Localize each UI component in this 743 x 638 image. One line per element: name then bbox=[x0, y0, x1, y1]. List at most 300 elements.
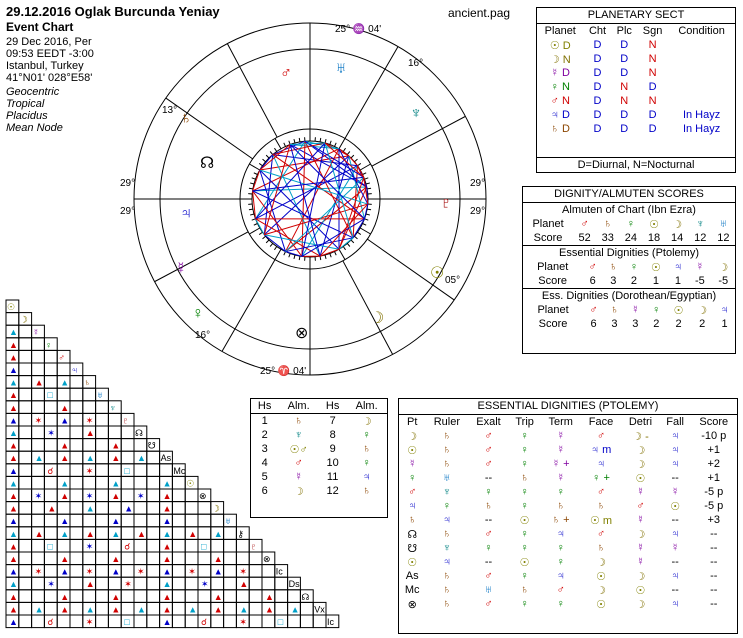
aspect-cell bbox=[211, 514, 224, 527]
aspect-cell bbox=[224, 539, 237, 552]
aspect-mark: ▲ bbox=[60, 377, 70, 388]
aspect-mark: ▲ bbox=[60, 415, 70, 426]
sect-cell-cond bbox=[668, 94, 735, 108]
degree-tick bbox=[270, 243, 273, 246]
ess-ptolemy-title: Essential Dignities (Ptolemy) bbox=[523, 245, 735, 260]
score-planet: ☿ bbox=[695, 261, 705, 273]
ed-cell: ☉ bbox=[670, 500, 681, 513]
dsc-degree-b: 29° bbox=[470, 206, 486, 217]
aspect-cell bbox=[172, 602, 185, 615]
ed-cell: -- bbox=[484, 514, 493, 526]
ed-cell: ☿ + bbox=[551, 458, 570, 470]
aspect-cell bbox=[300, 615, 313, 628]
aspect-mark: ▲ bbox=[60, 440, 70, 451]
ed-cell: +1 bbox=[707, 444, 721, 456]
degree-tick bbox=[330, 254, 331, 258]
ed-cell: ♀ bbox=[556, 542, 565, 554]
score-value: 1 bbox=[674, 275, 682, 287]
chart-node-type: Mean Node bbox=[6, 122, 63, 134]
ed-cell: ♅ bbox=[484, 584, 493, 596]
ed-cell: ♄ bbox=[556, 500, 565, 512]
aspect-cell bbox=[70, 527, 83, 540]
ed-cell: ☿ bbox=[556, 444, 565, 456]
ed-cell: ♂ bbox=[484, 458, 493, 470]
ed-cell: ♄ bbox=[408, 514, 417, 526]
aspect-cell bbox=[32, 615, 45, 628]
degree-tick bbox=[358, 232, 361, 234]
ed-cell: ☽ bbox=[596, 584, 606, 597]
aspect-mark: ▲ bbox=[9, 541, 18, 552]
aspect-mark: ▲ bbox=[34, 453, 44, 464]
aspect-row-glyph: Mc bbox=[173, 465, 186, 476]
aspect-cell bbox=[134, 514, 147, 527]
aspect-cell bbox=[96, 577, 109, 590]
ed-cell: ♃ bbox=[596, 458, 606, 470]
aspect-cell bbox=[147, 489, 160, 502]
ed-cell: ☽ bbox=[407, 430, 418, 443]
sect-cell-cond bbox=[668, 66, 735, 80]
aspect-cell bbox=[19, 552, 32, 565]
degree-tick bbox=[320, 138, 321, 142]
chart-house-system: Placidus bbox=[6, 110, 48, 122]
aspect-mark: ▲ bbox=[111, 554, 121, 564]
aspect-cell bbox=[96, 602, 109, 615]
aspect-cell bbox=[198, 502, 211, 515]
aspect-mark: ▲ bbox=[265, 604, 274, 615]
aspect-cell bbox=[147, 577, 160, 590]
ed-cell: ♃ bbox=[556, 570, 565, 582]
sect-cell-plc: D bbox=[620, 39, 629, 51]
house-almuten: ♆ bbox=[294, 429, 303, 441]
aspect-cell bbox=[147, 514, 160, 527]
score-value: 6 bbox=[590, 318, 597, 330]
aspect-cell bbox=[44, 476, 57, 489]
aspect-cell bbox=[44, 413, 57, 426]
degree-tick bbox=[347, 243, 350, 246]
aspect-mark: ✶ bbox=[85, 566, 94, 577]
aspect-cell bbox=[224, 615, 237, 628]
ed-header: Exalt bbox=[476, 416, 501, 428]
ed-cell: ♂ bbox=[484, 430, 493, 442]
score-row-planet-label: Planet bbox=[537, 304, 569, 316]
degree-tick bbox=[360, 164, 370, 170]
sect-cell-cond: In Hayz bbox=[682, 109, 721, 121]
aspect-mark: ▲ bbox=[9, 503, 18, 514]
ed-cell: ☉ m bbox=[589, 514, 613, 527]
aspect-mark: ✶ bbox=[85, 465, 94, 476]
degree-tick bbox=[351, 240, 354, 243]
ed-cell: ♀ bbox=[520, 528, 529, 540]
aspect-cell bbox=[185, 514, 198, 527]
aspect-mark: ✶ bbox=[85, 541, 94, 552]
sect-cell-p: ♄ D bbox=[550, 123, 570, 135]
aspect-cell bbox=[198, 565, 211, 578]
degree-tick bbox=[263, 236, 266, 239]
aspect-mark: ▲ bbox=[85, 604, 95, 615]
aspect-cell bbox=[96, 552, 109, 565]
aspect-cell bbox=[32, 514, 45, 527]
aspect-mark: ▲ bbox=[9, 390, 18, 401]
aspect-mark: ▲ bbox=[162, 491, 172, 501]
chart-time: 09:53 EEDT -3:00 bbox=[6, 48, 94, 60]
aspect-cell bbox=[121, 552, 134, 565]
ed-cell: ☽ bbox=[635, 458, 646, 471]
ed-cell: ♀ bbox=[556, 486, 565, 498]
aspect-mark: ▲ bbox=[213, 528, 223, 539]
aspect-mark: ▲ bbox=[9, 352, 18, 363]
ed-cell: ☿ bbox=[556, 430, 565, 442]
aspect-cell bbox=[224, 590, 237, 603]
aspect-cell bbox=[19, 502, 32, 515]
ed-cell: ♀ bbox=[520, 486, 529, 498]
aspect-cell bbox=[172, 514, 185, 527]
aspect-cell bbox=[224, 552, 237, 565]
aspect-cell bbox=[70, 476, 83, 489]
degree-tick bbox=[270, 152, 273, 155]
score-planet: ♄ bbox=[603, 218, 612, 230]
score-value: 33 bbox=[601, 232, 614, 244]
ed-cell: ♃ bbox=[442, 556, 452, 568]
aspect-line bbox=[285, 238, 353, 252]
aspect-cell bbox=[19, 451, 32, 464]
house-number: 3 bbox=[261, 443, 268, 455]
ed-cell: ♀ bbox=[520, 570, 529, 582]
ed-cell: ♂ bbox=[596, 430, 606, 442]
ed-header: Term bbox=[548, 416, 573, 428]
house-almuten: ♀ bbox=[362, 429, 371, 441]
ed-cell: As bbox=[405, 570, 419, 582]
sect-h-cht: Cht bbox=[588, 25, 607, 37]
aspect-cell bbox=[96, 476, 109, 489]
ic-degree: 25° ♈ 04' bbox=[260, 366, 307, 377]
aspect-mark: ▲ bbox=[213, 591, 223, 602]
score-value: 1 bbox=[721, 318, 728, 330]
ed-cell: ♀ bbox=[442, 500, 452, 512]
aspect-cell bbox=[19, 590, 32, 603]
aspect-mark: ▲ bbox=[60, 402, 70, 413]
aspect-cell bbox=[211, 615, 224, 628]
aspect-mark: ▲ bbox=[60, 516, 70, 527]
aspect-cell bbox=[96, 615, 109, 628]
ed-cell: ♂ bbox=[636, 500, 645, 512]
house-number: 8 bbox=[329, 429, 336, 441]
planetary-sect-box bbox=[536, 7, 736, 173]
aspect-mark: □ bbox=[124, 617, 130, 627]
planet-glyph: ♅ bbox=[335, 60, 347, 77]
aspect-cell bbox=[19, 439, 32, 452]
ed-cell: -- bbox=[710, 542, 718, 554]
aspect-cell bbox=[147, 539, 160, 552]
aspect-cell bbox=[44, 552, 57, 565]
ed-cell: ♀ bbox=[520, 500, 529, 512]
aspect-mark: ▲ bbox=[111, 440, 121, 451]
score-planet: ♀ bbox=[652, 304, 661, 316]
aspect-cell bbox=[57, 388, 70, 401]
ed-cell: ♄ bbox=[596, 500, 606, 512]
aspect-row-glyph: ♅ bbox=[224, 516, 232, 527]
sect-cell-plc: D bbox=[620, 67, 629, 79]
degree-tick bbox=[347, 152, 350, 155]
aspect-cell bbox=[108, 426, 121, 439]
degree-tick bbox=[354, 236, 357, 239]
ed-cell: -5 p bbox=[704, 486, 724, 498]
ed-cell: ☽ - bbox=[632, 430, 649, 443]
cusp6-degree: 05° bbox=[445, 275, 461, 286]
aspect-cell bbox=[19, 514, 32, 527]
planet-glyph: ☽ bbox=[370, 310, 385, 327]
aspect-cell bbox=[70, 401, 83, 414]
asc-degree-b: 29° bbox=[120, 206, 136, 217]
aspect-cell bbox=[83, 514, 96, 527]
house-number: 10 bbox=[326, 457, 339, 469]
aspect-cell bbox=[121, 590, 134, 603]
ed-cell: ☊ bbox=[407, 528, 418, 541]
aspect-cell bbox=[288, 615, 301, 628]
ed-cell: -- bbox=[671, 584, 679, 596]
aspect-cell bbox=[83, 476, 96, 489]
ed-cell: ☉ bbox=[635, 472, 646, 485]
score-value: 14 bbox=[671, 232, 684, 244]
aspect-cell bbox=[32, 426, 45, 439]
ed-cell: ♃ bbox=[671, 430, 680, 442]
aspect-cell bbox=[83, 388, 96, 401]
aspect-cell bbox=[96, 565, 109, 578]
score-planet: ☿ bbox=[631, 304, 640, 316]
aspect-cell bbox=[32, 590, 45, 603]
aspect-mark: ▲ bbox=[162, 541, 172, 552]
aspect-mark: ▲ bbox=[9, 566, 18, 577]
aspect-cell bbox=[147, 615, 160, 628]
aspect-cell bbox=[172, 476, 185, 489]
aspect-cell bbox=[108, 502, 121, 515]
aspect-cell bbox=[147, 527, 160, 540]
aspect-cell bbox=[185, 489, 198, 502]
sect-cell-cht: D bbox=[593, 53, 602, 65]
ed-cell: ♂ bbox=[596, 528, 606, 540]
aspect-mark: ▲ bbox=[9, 453, 18, 464]
degree-tick bbox=[249, 209, 253, 210]
score-value: 2 bbox=[699, 318, 706, 330]
ed-cell: ⊗ bbox=[407, 598, 417, 611]
aspect-cell bbox=[134, 577, 147, 590]
ed-cell: ♄ bbox=[442, 584, 452, 596]
aspect-mark: ▲ bbox=[162, 566, 172, 577]
aspect-cell bbox=[96, 514, 109, 527]
degree-tick bbox=[289, 254, 290, 258]
aspect-row-glyph: ♀ bbox=[45, 339, 53, 350]
aspect-cell bbox=[70, 451, 83, 464]
cusp5-degree: 16° bbox=[195, 330, 211, 341]
ed-cell: -- bbox=[671, 556, 679, 568]
aspect-row-glyph: ☉ bbox=[186, 478, 195, 489]
aspect-cell bbox=[172, 615, 185, 628]
aspect-mark: ▲ bbox=[60, 604, 70, 615]
aspect-cell bbox=[121, 489, 134, 502]
ed-cell: Mc bbox=[404, 584, 420, 596]
aspect-mark: □ bbox=[124, 465, 130, 476]
aspect-mark: ☌ bbox=[201, 617, 208, 627]
score-planet: ♂ bbox=[588, 261, 597, 273]
aspect-cell bbox=[172, 527, 185, 540]
aspect-cell bbox=[96, 527, 109, 540]
ed-cell: +2 bbox=[707, 458, 721, 470]
degree-tick bbox=[274, 148, 276, 151]
ed-cell: ♄ bbox=[596, 542, 606, 554]
score-value: 12 bbox=[717, 232, 730, 244]
aspect-cell bbox=[44, 527, 57, 540]
degree-tick bbox=[274, 247, 276, 250]
house-cusp-line bbox=[166, 98, 253, 159]
aspect-cell bbox=[275, 577, 288, 590]
aspect-cell bbox=[96, 426, 109, 439]
aspect-row-glyph: ☽ bbox=[19, 314, 28, 325]
aspect-cell bbox=[134, 552, 147, 565]
aspect-mark: ▲ bbox=[60, 453, 70, 464]
sect-cell-cht: D bbox=[593, 109, 602, 121]
degree-tick bbox=[249, 164, 259, 170]
ed-cell: ☽ bbox=[596, 556, 606, 569]
aspect-cell bbox=[96, 502, 109, 515]
chart-subtitle: Event Chart bbox=[6, 20, 74, 34]
ed-cell: ☽ bbox=[635, 598, 646, 611]
aspect-cell bbox=[96, 489, 109, 502]
aspect-cell bbox=[134, 502, 147, 515]
house-almuten: ♂ bbox=[294, 457, 303, 469]
ed-header: Fall bbox=[666, 416, 684, 428]
sect-row bbox=[537, 38, 735, 52]
ed-cell: ♃ bbox=[671, 598, 680, 610]
score-planet: ☉ bbox=[649, 218, 659, 231]
house-almuten: ☿ bbox=[294, 471, 303, 483]
degree-tick bbox=[284, 143, 286, 147]
aspect-mark: ▲ bbox=[188, 604, 198, 615]
aspect-cell bbox=[300, 602, 313, 615]
aspect-cell bbox=[83, 590, 96, 603]
sect-cell-sgn: D bbox=[648, 109, 657, 121]
aspect-mark: ✶ bbox=[47, 579, 55, 590]
degree-tick bbox=[250, 183, 254, 184]
degree-tick bbox=[325, 139, 326, 143]
degree-tick bbox=[299, 256, 300, 260]
aspect-mark: ✶ bbox=[85, 415, 94, 426]
aspect-cell bbox=[32, 552, 45, 565]
aspect-cell bbox=[57, 464, 70, 477]
aspect-mark: ▲ bbox=[213, 604, 223, 615]
ed-cell: +1 bbox=[707, 472, 721, 484]
degree-tick bbox=[367, 188, 371, 189]
aspect-mark: ▲ bbox=[137, 604, 146, 615]
house-cusp-line bbox=[372, 116, 466, 166]
degree-tick bbox=[366, 183, 370, 184]
aspect-cell bbox=[19, 602, 32, 615]
aspect-mark: ▲ bbox=[9, 327, 18, 338]
aspect-cell bbox=[57, 539, 70, 552]
planet-glyph: ☊ bbox=[200, 155, 215, 172]
sect-cell-cond: In Hayz bbox=[682, 123, 721, 135]
aspect-cell bbox=[134, 439, 147, 452]
aspect-cell bbox=[224, 565, 237, 578]
aspect-cell bbox=[32, 350, 45, 363]
aspect-cell bbox=[275, 602, 288, 615]
aspect-cell bbox=[6, 313, 19, 326]
score-value: 3 bbox=[610, 275, 617, 287]
degree-tick bbox=[249, 228, 259, 234]
aspect-mark: ▲ bbox=[47, 503, 57, 514]
aspect-cell bbox=[70, 565, 83, 578]
aspect-cell bbox=[70, 376, 83, 389]
aspect-row-glyph: Ic bbox=[275, 566, 283, 577]
aspect-cell bbox=[147, 590, 160, 603]
ed-cell: -- bbox=[710, 570, 718, 582]
ed-cell: ♀ bbox=[408, 472, 417, 484]
essential-dignities-title: ESSENTIAL DIGNITIES (PTOLEMY) bbox=[399, 399, 737, 415]
degree-tick bbox=[294, 139, 295, 143]
aspect-cell bbox=[19, 539, 32, 552]
house-cusp-line bbox=[155, 232, 249, 282]
aspect-mark: ▲ bbox=[60, 528, 70, 539]
degree-tick bbox=[275, 138, 281, 148]
degree-tick bbox=[363, 224, 367, 226]
aspect-mark: □ bbox=[47, 390, 53, 401]
ed-cell: ♀ bbox=[520, 444, 529, 456]
sect-cell-p: ☽ N bbox=[549, 53, 571, 66]
degree-tick bbox=[259, 232, 262, 234]
score-row-score-label: Score bbox=[538, 275, 568, 287]
sect-cell-cht: D bbox=[593, 123, 602, 135]
aspect-cell bbox=[96, 439, 109, 452]
score-value: 3 bbox=[632, 318, 639, 330]
aspect-cell bbox=[44, 376, 57, 389]
sect-h-cond: Condition bbox=[678, 25, 725, 37]
aspect-mark: ▲ bbox=[34, 377, 44, 388]
ed-cell: ♂ bbox=[484, 528, 493, 540]
aspect-cell bbox=[108, 464, 121, 477]
aspect-cell bbox=[32, 338, 45, 351]
degree-tick bbox=[339, 249, 345, 259]
ed-cell: -- bbox=[484, 556, 493, 568]
chart-zodiac-trop: Tropical bbox=[6, 98, 45, 110]
house-number: 1 bbox=[261, 415, 268, 427]
house-cusp-line bbox=[345, 47, 398, 139]
ed-cell: ♄ bbox=[520, 584, 529, 596]
sect-cell-cond bbox=[668, 38, 735, 52]
sect-cell-plc: D bbox=[620, 123, 629, 135]
aspect-mark: ✶ bbox=[85, 491, 94, 501]
aspect-cell bbox=[32, 464, 45, 477]
aspect-cell bbox=[121, 451, 134, 464]
planet-glyph: ♃ bbox=[180, 205, 192, 222]
aspect-mark: ▲ bbox=[9, 440, 18, 451]
degree-tick bbox=[335, 252, 337, 256]
planetary-sect-title: PLANETARY SECT bbox=[537, 8, 735, 24]
aspect-mark: ▲ bbox=[60, 491, 70, 501]
score-planet: ☽ bbox=[718, 261, 729, 274]
aspect-cell bbox=[83, 439, 96, 452]
house-number: 11 bbox=[326, 471, 339, 483]
planet-glyph: ⊗ bbox=[295, 325, 309, 342]
ed-cell: -- bbox=[710, 584, 718, 596]
ed-header: Face bbox=[588, 416, 614, 428]
aspect-cell bbox=[44, 602, 57, 615]
aspect-cell bbox=[44, 350, 57, 363]
ed-cell: ♄ bbox=[442, 444, 452, 456]
degree-tick bbox=[354, 159, 357, 162]
aspect-cell bbox=[236, 590, 249, 603]
aspect-cell bbox=[134, 476, 147, 489]
aspect-cell bbox=[70, 502, 83, 515]
aspect-cell bbox=[32, 577, 45, 590]
ed-cell: ♂ bbox=[484, 598, 493, 610]
